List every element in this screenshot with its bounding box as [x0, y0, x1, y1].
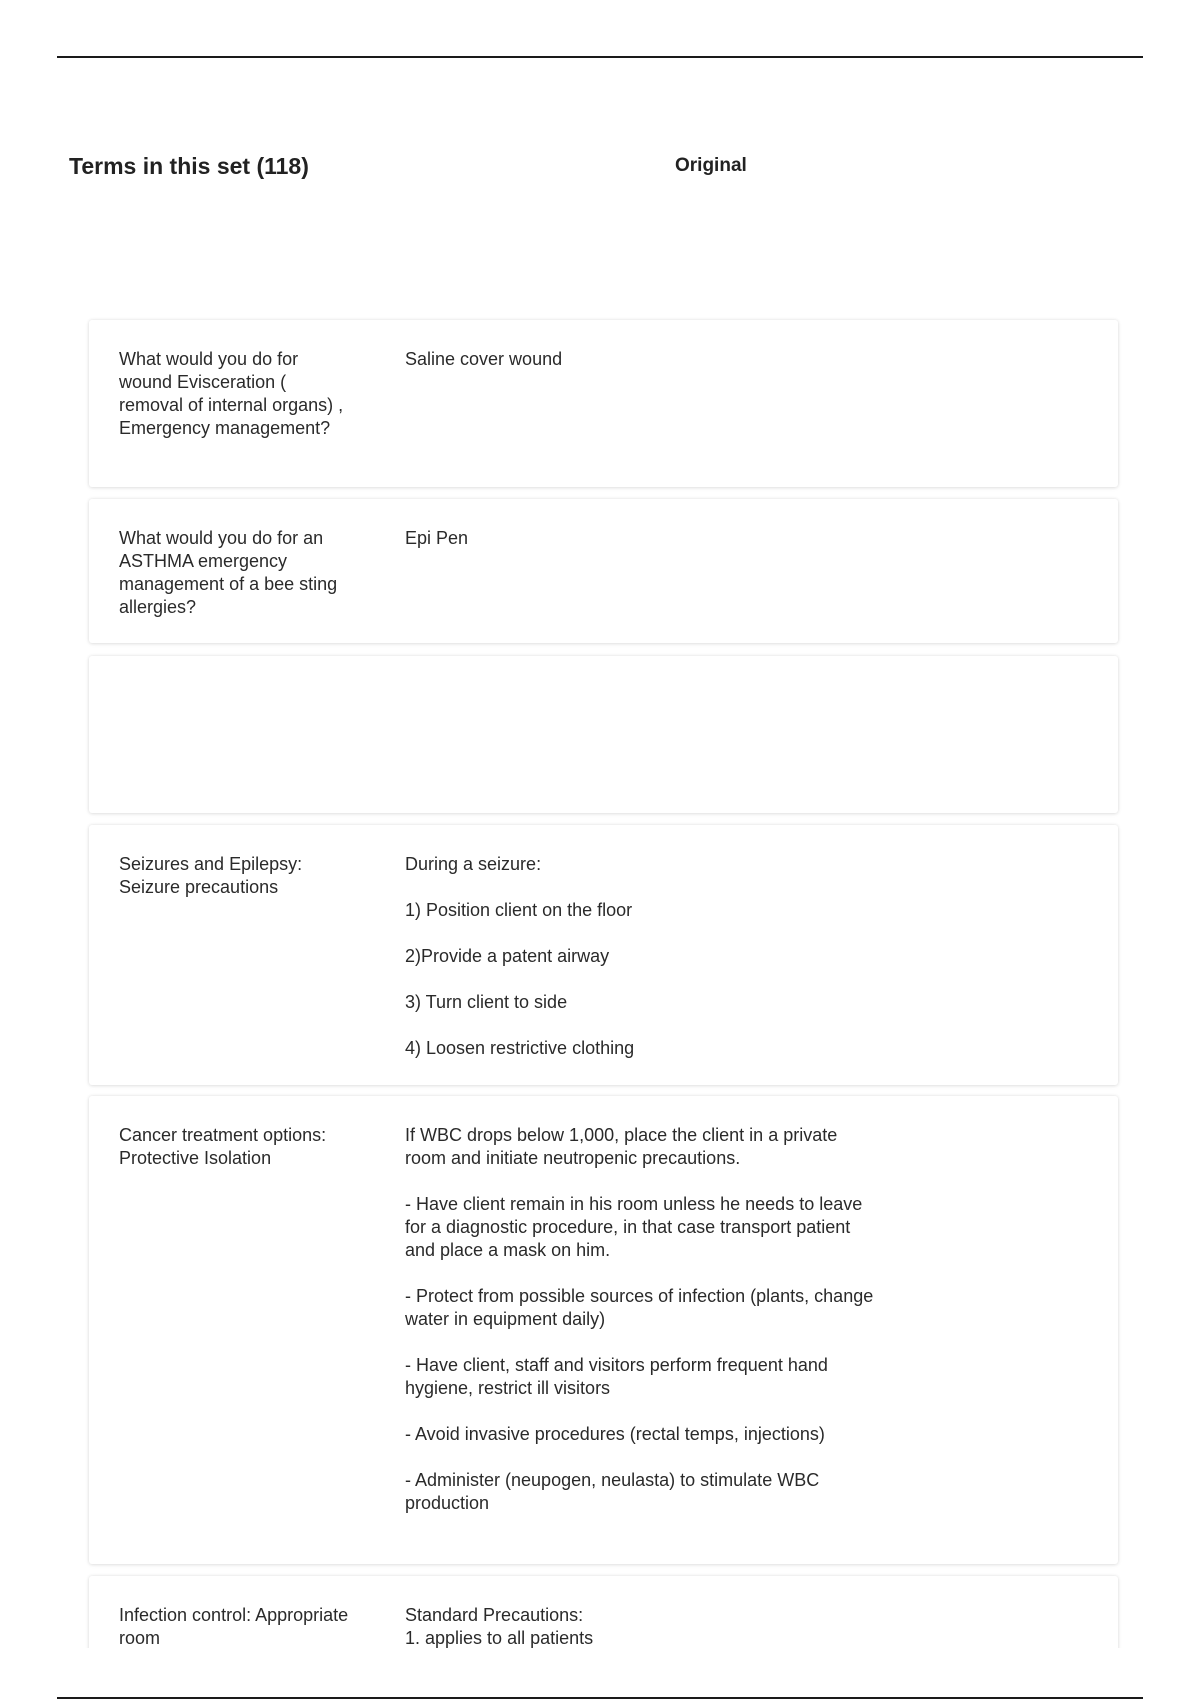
definition-line: - Protect from possible sources of infection (plants, change water in equipment daily) — [405, 1286, 874, 1329]
definition-text — [405, 527, 875, 550]
term-card — [89, 1096, 1118, 1564]
definition-line: 3) Turn client to side — [405, 992, 568, 1012]
definition-line: 1. applies to all patients — [405, 1628, 594, 1648]
definition-text — [405, 853, 875, 1060]
definition-line: Epi Pen — [405, 528, 469, 548]
term-card — [89, 499, 1118, 643]
term-text: Seizures and Epilepsy: Seizure precautions — [119, 854, 303, 897]
term-card — [89, 825, 1118, 1085]
bottom-rule — [57, 1697, 1143, 1699]
definition-text — [405, 1604, 875, 1648]
definition-line: - Have client remain in his room unless he needs to leave for a diagnostic procedure, in that case transport patient and place a mask on him. — [405, 1194, 863, 1260]
definition-line: Standard Precautions: — [405, 1605, 584, 1625]
definition-line: - Administer (neupogen, neulasta) to stimulate WBC production — [405, 1470, 820, 1513]
definition-line: - Avoid invasive procedures (rectal temps, injections) — [405, 1424, 825, 1444]
definition-text — [405, 348, 875, 371]
definition-line: - Have client, staff and visitors perform frequent hand hygiene, restrict ill visitors — [405, 1355, 828, 1398]
definition-line: If WBC drops below 1,000, place the client in a private room and initiate neutropenic precautions. — [405, 1125, 838, 1168]
term-text: What would you do for wound Evisceration ( removal of internal organs) , Emergency management? — [119, 349, 344, 438]
term-text: Cancer treatment options: Protective Isolation — [119, 1125, 327, 1168]
set-title: Terms in this set (118) — [69, 153, 309, 179]
definition-line: 2)Provide a patent airway — [405, 946, 610, 966]
term-card — [89, 320, 1118, 487]
definition-line: Saline cover wound — [405, 349, 563, 369]
term-card-empty — [89, 656, 1118, 813]
term-text: What would you do for an ASTHMA emergency management of a bee sting allergies? — [119, 528, 338, 617]
term-text: Infection control: Appropriate room — [119, 1605, 349, 1648]
definition-line: 1) Position client on the floor — [405, 900, 633, 920]
original-label: Original — [675, 155, 747, 176]
definition-line: During a seizure: — [405, 854, 542, 874]
term-card — [89, 1576, 1118, 1648]
definition-line: 4) Loosen restrictive clothing — [405, 1038, 635, 1058]
definition-text — [405, 1124, 875, 1515]
